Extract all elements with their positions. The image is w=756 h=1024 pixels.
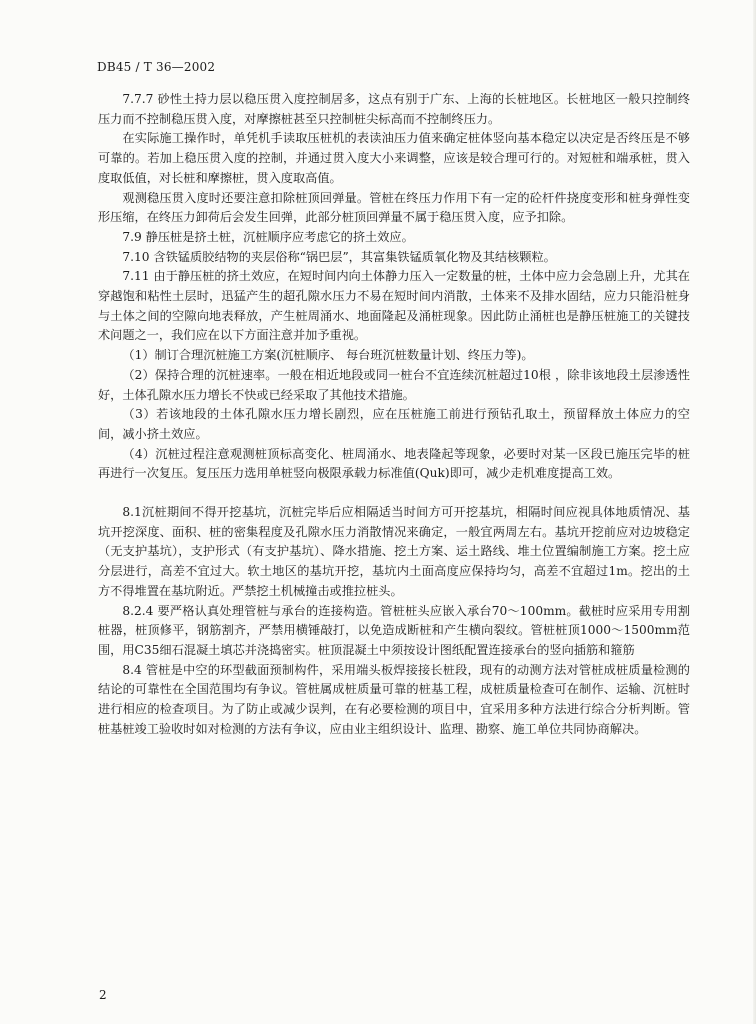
list-item-3: （3）若该地段的土体孔隙水压力增长剧烈，应在压桩施工前进行预钻孔取土，预留释放土体应力的空间，减小挤土效应。 [98,407,690,441]
paragraph-7-10: 7.10 含铁锰质胶结物的夹层俗称“锅巴层”，其富集铁锰质氧化物及其结核颗粒。 [122,249,556,264]
paragraph-8-4: 8.4 管桩是中空的环型截面预制构件，采用端头板焊接接长桩段，现有的动测方法对管桩成桩质量检测的结论的可靠性在全国范围均有争议。管桩属成桩质量可靠的桩基工程，成桩质量检查可在制作、运输、沉桩时进行相应的检查项目。为了防止或减少误判，在有必要检测的项目中，宜采用多种方法进行综合分析判断。管桩基桩竣工验收时如对检测的方法有争议，应由业主组织设计、监理、勘察、施工单位共同协商解决。 [98,662,690,736]
paragraph-practice: 在实际施工操作时，单凭机手读取压桩机的表读油压力值来确定桩体竖向基本稳定以决定是否终压是不够可靠的。若加上稳压贯入度的控制，并通过贯入度大小来调整，应该是较合理可行的。对短桩和端承桩，贯入度取低值，对长桩和摩擦桩，贯入度取高值。 [98,131,690,185]
page-number: 2 [99,988,107,1002]
paragraph-7-7-7: 7.7.7 砂性土持力层以稳压贯入度控制居多，这点有别于广东、上海的长桩地区。长桩地区一般只控制终压力而不控制稳压贯入度，对摩擦桩甚至只控制桩尖标高而不控制终压力。 [98,92,690,126]
list-item-1: （1）制订合理沉桩施工方案(沉桩顺序、 每台班沉桩数量计划、终压力等)。 [122,348,534,363]
list-item-4: （4）沉桩过程注意观测桩顶标高变化、桩周涌水、地表隆起等现象，必要时对某一区段已施压完毕的桩再进行一次复压。复压压力选用单桩竖向极限承载力标准值(Quk)即可，减少走机难度提高工效。 [98,446,690,481]
paragraph-rebound: 观测稳压贯入度时还要注意扣除桩顶回弹量。管桩在终压力作用下有一定的砼杆件挠度变形和桩身弹性变形压缩，在终压力卸荷后会发生回弹，此部分桩顶回弹量不属于稳压贯入度，应予扣除。 [98,190,690,225]
paragraph-7-11: 7.11 由于静压桩的挤土效应，在短时间内向土体静力压入一定数量的桩，土体中应力会急剧上升，尤其在穿越饱和粘性土层时，迅猛产生的超孔隙水压力不易在短时间内消散，土体来不及排水固结，应力只能沿桩身与土体之间的空隙向地表释放，产生桩周涌水、地面隆起及涌桩现象。因此防止涌桩也是静压桩施工的关键技术问题之一，我们应在以下方面注意并加予重视。 [98,269,690,343]
paragraph-8-2-4: 8.2.4 要严格认真处理管桩与承台的连接构造。管桩桩头应嵌入承台70～100mm。截桩时应采用专用割桩器，桩顶修平，钢筋割齐，严禁用横锤敲打，以免造成断桩和产生横向裂纹。管桩桩顶1000～1500mm范围，用C35细石混凝土填芯并浇捣密实。桩顶混凝土中须按设计图纸配置连接承台的竖向插筋和箍筋 [98,603,690,657]
list-item-2: （2）保持合理的沉桩速率。一般在相近地段或同一桩台不宜连续沉桩超过10根 ，除非该地段土层渗透性好，土体孔隙水压力增长不快或已经采取了其他技术措施。 [98,367,690,402]
document-code: DB45 / T 36—2002 [97,60,216,74]
document-body [98,90,690,740]
paragraph-8-1: 8.1沉桩期间不得开挖基坑，沉桩完毕后应相隔适当时间方可开挖基坑，相隔时间应视具体地质情况、基坑开挖深度、面积、桩的密集程度及孔隙水压力消散情况来确定，一般宜两周左右。基坑开挖前应对边坡稳定（无支护基坑），支护形式（有支护基坑）、降水措施、挖土方案、运土路线、堆土位置编制施工方案。挖土应分层进行，高差不宜过大。软土地区的基坑开挖，基坑内土面高度应保持均匀，高差不宜超过1m。挖出的土方不得堆置在基坑附近。严禁挖土机械撞击或推拉桩头。 [98,505,690,598]
paragraph-7-9: 7.9 静压桩是挤土桩，沉桩顺序应考虑它的挤土效应。 [122,229,414,244]
